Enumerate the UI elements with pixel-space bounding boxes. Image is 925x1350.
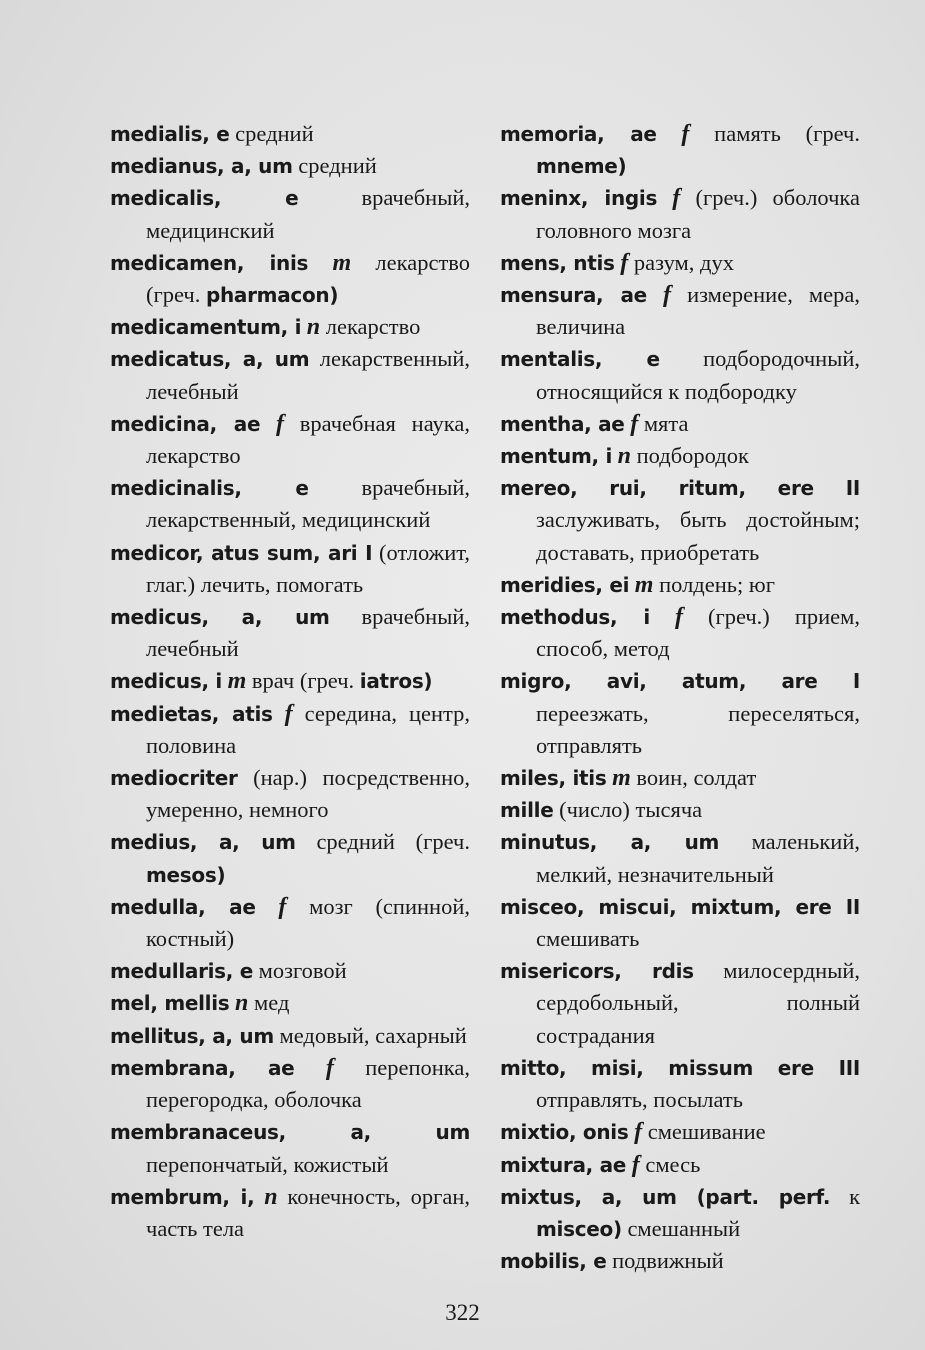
entry-gender: f <box>630 410 639 437</box>
entry-headword: medicatus, a, um <box>110 347 310 372</box>
entry-text: лекарство (греч. <box>146 249 470 308</box>
entry-gender: n <box>617 443 631 470</box>
entry-headword: medicor, atus sum, ari I <box>110 540 373 565</box>
entry-text: врачебный, медицинский <box>146 185 470 243</box>
dictionary-entry <box>500 1245 860 1277</box>
entry-text: (греч.) оболочка головного мозга <box>536 185 860 243</box>
entry-text: память (греч. <box>689 121 860 146</box>
entry-text: перепончатый, кожистый <box>146 1151 389 1177</box>
entry-headword: misceo, miscui, mixtum, ere II <box>500 894 860 919</box>
entry-text: подбородок <box>630 443 749 469</box>
entry-headword: meridies, ei <box>500 572 630 597</box>
entry-headword: mel, mellis <box>110 991 230 1016</box>
entry-gender: n <box>306 314 321 341</box>
entry-gender: f <box>631 1151 640 1178</box>
entry-gender: f <box>672 185 681 212</box>
entry-gender: f <box>681 121 690 147</box>
dictionary-entry <box>500 1052 860 1116</box>
entry-text <box>254 1184 264 1209</box>
entry-headword: mille <box>500 798 554 823</box>
entry-headword: membranaceus, a, um <box>110 1120 470 1145</box>
dictionary-entry <box>500 762 860 794</box>
dictionary-entry <box>500 569 860 601</box>
entry-headword: pharmacon) <box>205 283 339 308</box>
dictionary-entry <box>110 118 470 150</box>
entry-headword: medicina, ae <box>110 411 261 436</box>
entry-gender: f <box>278 893 287 920</box>
dictionary-entry <box>110 1020 470 1052</box>
dictionary-entry <box>500 408 860 440</box>
entry-headword: misceo) <box>536 1216 622 1241</box>
entry-headword: mneme) <box>536 154 627 179</box>
entry-text: маленький, мелкий, незначительный <box>536 829 860 887</box>
entry-text <box>657 185 672 210</box>
entry-text <box>273 701 285 726</box>
entry-headword: mobilis, e <box>500 1249 607 1274</box>
entry-headword: mediocriter <box>110 766 238 791</box>
entry-text: средний <box>292 153 377 179</box>
entry-headword: medicamentum, i <box>110 315 302 340</box>
entry-text: середина, центр, половина <box>146 700 471 758</box>
entry-text <box>260 411 276 436</box>
entry-headword: migro, avi, atum, are I <box>500 669 860 694</box>
entry-text: разум, дух <box>628 249 734 275</box>
dictionary-entry <box>500 891 860 955</box>
entry-headword: membrana, ae <box>110 1055 295 1080</box>
entry-gender: m <box>332 249 352 276</box>
entry-headword: mitto, misi, missum ere III <box>500 1055 860 1080</box>
entry-headword: medicinalis, e <box>110 476 309 501</box>
entry-text: полдень; юг <box>653 571 775 597</box>
entry-gender: f <box>634 1119 643 1146</box>
entry-text: смешанный <box>621 1215 741 1241</box>
entry-text: медовый, сахарный <box>273 1022 467 1048</box>
dictionary-entry <box>110 1181 470 1245</box>
dictionary-entry <box>110 987 470 1019</box>
entry-text <box>657 121 682 146</box>
entry-headword: medianus, a, um <box>110 154 293 179</box>
entry-text: измерение, мера, величина <box>536 282 861 340</box>
entry-text: милосердный, сердобольный, полный сострадания <box>536 958 860 1048</box>
dictionary-entry <box>110 150 470 182</box>
entry-text: мозговой <box>253 958 347 984</box>
dictionary-entry <box>500 826 860 890</box>
entry-text: смесь <box>639 1151 701 1177</box>
entry-text: отправлять, посылать <box>536 1087 743 1113</box>
entry-gender: f <box>276 410 284 437</box>
dictionary-entry <box>110 408 470 472</box>
entry-text: (нар.) посредственно, умеренно, немного <box>146 765 470 823</box>
dictionary-entry <box>110 955 470 987</box>
entry-headword: miles, itis <box>500 766 607 791</box>
dictionary-entry <box>500 343 860 407</box>
entry-text: (греч.) прием, способ, метод <box>536 604 861 662</box>
entry-text: врачебная наука, лекарство <box>146 410 470 469</box>
dictionary-entry <box>110 472 470 536</box>
entry-text <box>650 604 675 629</box>
dictionary-entry <box>110 762 470 826</box>
dictionary-entry <box>500 955 860 1052</box>
dictionary-entry <box>500 440 860 472</box>
dictionary-entry <box>110 698 470 762</box>
entry-headword: medicus, i <box>110 669 222 694</box>
entry-headword: mensura, ae <box>500 283 647 308</box>
entry-headword: mellitus, a, um <box>110 1023 274 1048</box>
dictionary-entry <box>110 826 470 890</box>
dictionary-entry <box>500 601 860 665</box>
page-number: 322 <box>445 1300 480 1325</box>
dictionary-entry <box>500 794 860 826</box>
dictionary-entry <box>500 1149 860 1181</box>
entry-headword: methodus, i <box>500 605 650 630</box>
entry-headword: mentalis, e <box>500 347 660 372</box>
entry-headword: meninx, ingis <box>500 186 658 211</box>
dictionary-entry <box>110 601 470 665</box>
dictionary-entry <box>500 1116 860 1148</box>
dictionary-entry <box>500 247 860 279</box>
entry-text <box>294 1055 325 1080</box>
entry-gender: n <box>235 990 249 1017</box>
entry-text: смешивать <box>536 926 640 952</box>
entry-text: лекарственный, лечебный <box>146 346 470 404</box>
entry-headword: medicalis, e <box>110 186 299 211</box>
entry-text: перепонка, перегородка, оболочка <box>146 1054 470 1113</box>
dictionary-entry <box>500 1181 860 1245</box>
entry-gender: f <box>663 282 671 309</box>
entry-text: средний (греч. <box>295 829 470 855</box>
entry-gender: f <box>325 1054 334 1081</box>
dictionary-entry <box>500 118 860 182</box>
entry-text: мята <box>638 410 689 436</box>
entry-headword: mentum, i <box>500 444 612 469</box>
entry-gender: f <box>674 604 683 631</box>
dictionary-entry <box>110 1116 470 1180</box>
entry-text: средний <box>229 121 314 146</box>
entry-text: врач (греч. <box>246 668 360 694</box>
entry-text: смешивание <box>642 1119 766 1145</box>
dictionary-entry <box>110 343 470 407</box>
entry-gender: m <box>634 571 654 598</box>
entry-text <box>308 250 332 275</box>
dictionary-entry <box>500 182 860 246</box>
dictionary-entry <box>110 1052 470 1116</box>
dictionary-entry <box>110 182 470 246</box>
entry-headword: membrum, i, <box>110 1184 255 1209</box>
entry-text: к <box>830 1183 861 1209</box>
entry-text: заслуживать, быть достойным; доставать, приобретать <box>536 507 860 565</box>
entry-gender: m <box>227 668 247 695</box>
entry-text: врачебный, лечебный <box>146 604 470 662</box>
entry-text <box>256 894 279 919</box>
entry-text: воин, солдат <box>630 765 757 791</box>
entry-headword: misericors, rdis <box>500 959 694 984</box>
entry-headword: minutus, a, um <box>500 830 720 855</box>
entry-headword: memoria, ae <box>500 122 657 146</box>
entry-text: (число) тысяча <box>553 797 703 823</box>
entry-headword: mens, ntis <box>500 250 615 275</box>
entry-headword: medicamen, inis <box>110 250 309 275</box>
entry-headword: medicus, a, um <box>110 605 330 630</box>
entry-headword: mereo, rui, ritum, ere II <box>500 476 860 501</box>
entry-gender: n <box>264 1183 278 1210</box>
dictionary-entry <box>110 311 470 343</box>
entry-headword: mixtus, a, um (part. perf. <box>500 1184 831 1209</box>
dictionary-entry <box>110 665 470 697</box>
dictionary-entry <box>110 891 470 955</box>
entry-gender: m <box>612 765 631 792</box>
entry-headword: mixtura, ae <box>500 1152 627 1177</box>
entry-text: врачебный, лекарственный, медицинский <box>146 475 470 533</box>
entry-text: (отложит, глаг.) лечить, помогать <box>146 539 470 597</box>
entry-text: подбородочный, относящийся к подбородку <box>536 346 860 404</box>
entry-text: конечность, орган, часть тела <box>146 1183 471 1241</box>
entry-text: мед <box>248 990 290 1016</box>
entry-text: мозг (спинной, костный) <box>146 893 470 952</box>
entry-text <box>647 282 663 307</box>
entry-headword: medulla, ae <box>110 894 256 919</box>
entry-headword: medius, a, um <box>110 830 296 855</box>
dictionary-entry <box>110 537 470 601</box>
entry-headword: iatros) <box>359 669 433 694</box>
dictionary-entry <box>500 472 860 569</box>
dictionary-entry <box>500 279 860 343</box>
dictionary-entry <box>110 247 470 311</box>
entry-headword: medietas, atis <box>110 701 273 726</box>
entry-text: переезжать, переселяться, отправлять <box>536 700 860 758</box>
left-column <box>110 118 470 1245</box>
entry-headword: mesos) <box>146 862 226 887</box>
entry-headword: mentha, ae <box>500 411 625 436</box>
entry-headword: mixtio, onis <box>500 1120 629 1145</box>
entry-gender: f <box>620 249 629 276</box>
entry-headword: medialis, e <box>110 122 230 146</box>
entry-text: лекарство <box>320 314 421 340</box>
entry-headword: medullaris, e <box>110 959 254 984</box>
entry-gender: f <box>284 700 293 727</box>
dictionary-entry <box>500 665 860 762</box>
right-column <box>500 118 860 1277</box>
entry-text: подвижный <box>606 1248 724 1274</box>
